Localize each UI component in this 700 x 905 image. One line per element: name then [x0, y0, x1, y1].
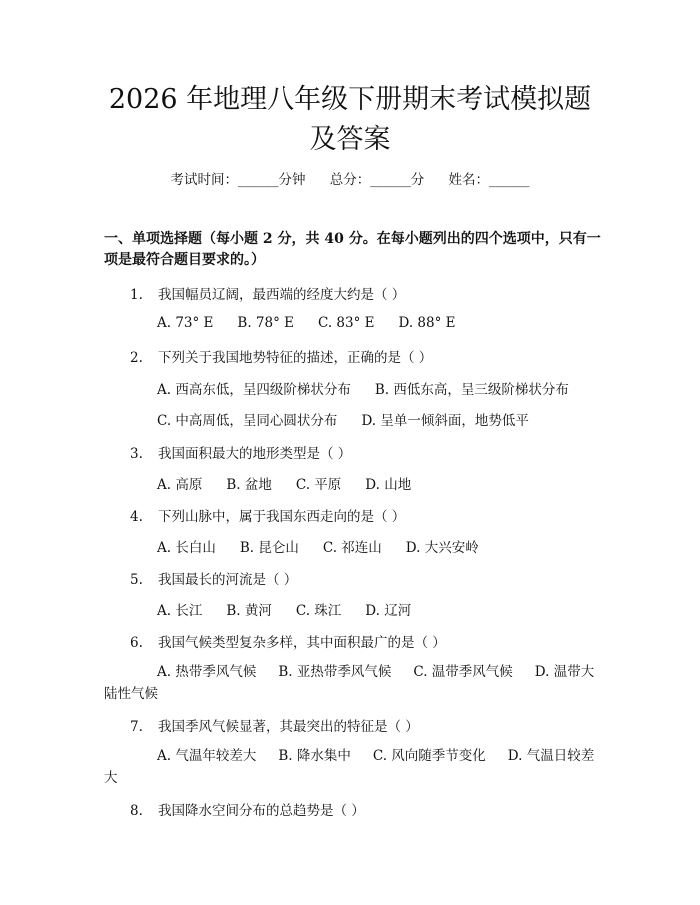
question-3-options — [157, 473, 435, 493]
option-b: B. 亚热带季风气候 — [278, 664, 392, 680]
section-heading: 一、单项选择题（每小题 2 分，共 40 分。在每小题列出的四个选项中，只有一项是最符合题目要求的。） — [104, 231, 601, 268]
question-text: 我国季风气候显著，其最突出的特征是（ ） — [158, 719, 419, 735]
option-c: C. 83° E — [317, 315, 375, 331]
option-c: C. 祁连山 — [322, 540, 382, 556]
option-a: A. 长江 — [157, 603, 203, 619]
option-a: A. 73° E — [157, 315, 214, 331]
question-7 — [130, 715, 419, 735]
question-number: 6. — [130, 635, 143, 651]
option-b: B. 昆仑山 — [239, 540, 299, 556]
option-c: C. 风向随季节变化 — [372, 748, 486, 764]
question-1 — [130, 283, 405, 303]
question-3 — [130, 442, 351, 462]
question-number: 1. — [130, 287, 143, 303]
total-score: 总分：______分 — [329, 172, 425, 188]
option-d: D. 气温日较差大 — [104, 748, 595, 786]
question-number: 5. — [130, 572, 143, 588]
question-number: 2. — [130, 350, 143, 366]
question-text: 我国面积最大的地形类型是（ ） — [158, 446, 352, 462]
option-c: C. 温带季风气候 — [413, 664, 513, 680]
option-d: D. 山地 — [365, 477, 412, 493]
question-text: 我国幅员辽阔，最西端的经度大约是（ ） — [158, 287, 406, 303]
student-name: 姓名：______ — [448, 172, 530, 188]
question-number: 4. — [130, 509, 143, 525]
question-7-options — [104, 745, 600, 789]
option-d: D. 辽河 — [365, 603, 412, 619]
question-2-options-row-1 — [157, 378, 593, 398]
exam-time: 考试时间：______分钟 — [170, 172, 306, 188]
option-b: B. 盆地 — [226, 477, 272, 493]
question-6 — [130, 631, 446, 651]
question-5 — [130, 568, 297, 588]
question-4 — [130, 505, 405, 525]
question-text: 下列山脉中，属于我国东西走向的是（ ） — [158, 509, 406, 525]
question-4-options — [157, 536, 503, 556]
question-number: 7. — [130, 719, 143, 735]
option-a: A. 气温年较差大 — [157, 748, 257, 764]
option-d: D. 大兴安岭 — [405, 540, 479, 556]
option-a: A. 高原 — [157, 477, 203, 493]
exam-meta — [0, 168, 700, 188]
option-a: A. 西高东低，呈四级阶梯状分布 — [157, 382, 351, 398]
option-d: D. 88° E — [398, 315, 456, 331]
option-c: C. 平原 — [295, 477, 342, 493]
question-6-options — [104, 661, 600, 705]
question-2-options-row-2 — [157, 409, 553, 429]
option-a: A. 热带季风气候 — [157, 664, 257, 680]
page-title: 2026 年地理八年级下册期末考试模拟题及答案 — [108, 84, 592, 155]
option-a: A. 长白山 — [157, 540, 216, 556]
question-text: 我国气候类型复杂多样，其中面积最广的是（ ） — [158, 635, 446, 651]
option-d: D. 温带大陆性气候 — [104, 664, 595, 702]
option-d: D. 呈单一倾斜面，地势低平 — [361, 413, 529, 429]
question-number: 8. — [130, 803, 143, 819]
question-8 — [130, 799, 365, 819]
question-number: 3. — [130, 446, 143, 462]
question-2 — [130, 346, 432, 366]
option-b: B. 黄河 — [226, 603, 272, 619]
option-b: B. 西低东高，呈三级阶梯状分布 — [374, 382, 569, 398]
question-text: 下列关于我国地势特征的描述，正确的是（ ） — [158, 350, 433, 366]
question-text: 我国最长的河流是（ ） — [158, 572, 298, 588]
option-b: B. 降水集中 — [278, 748, 351, 764]
option-c: C. 珠江 — [295, 603, 342, 619]
question-5-options — [157, 599, 435, 619]
question-1-options — [157, 315, 480, 331]
option-b: B. 78° E — [237, 315, 294, 331]
question-text: 我国降水空间分布的总趋势是（ ） — [158, 803, 365, 819]
option-c: C. 中高周低，呈同心圆状分布 — [157, 413, 338, 429]
